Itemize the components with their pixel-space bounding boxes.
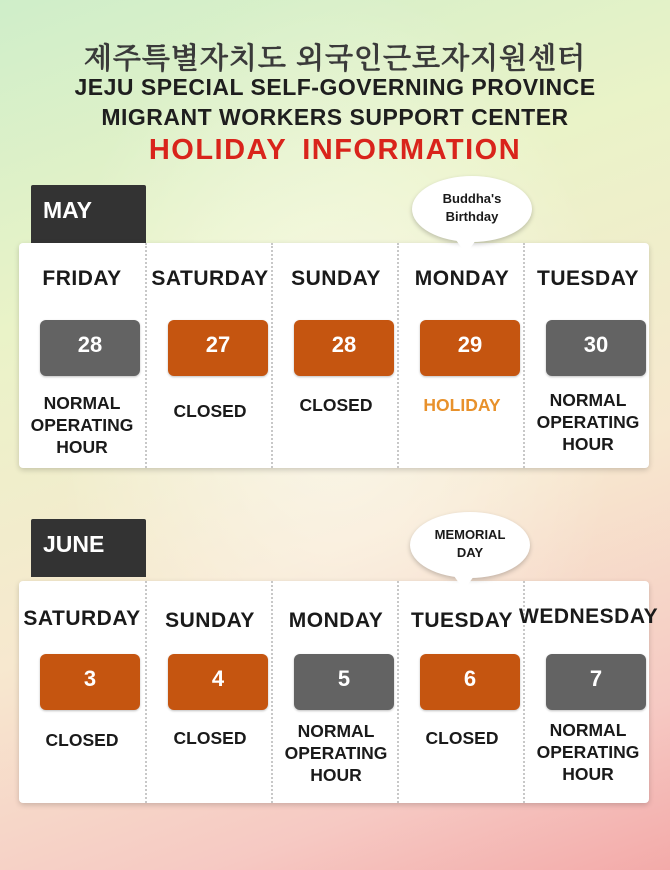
weekday-label: TUESDAY <box>537 267 639 290</box>
weekday-label: MONDAY <box>414 267 510 290</box>
status-text: NORMAL OPERATING HOUR <box>284 721 388 785</box>
weekday-label: WEDNESDAY <box>519 605 659 628</box>
status-text: CLOSED <box>425 728 499 748</box>
day-column <box>397 243 525 468</box>
weekday-label: SUNDAY <box>291 267 381 290</box>
page-title-english-line1: JEJU SPECIAL SELF-GOVERNING PROVINCE <box>74 74 596 100</box>
month-tab-may: MAY <box>31 185 146 243</box>
status-text-holiday: HOLIDAY <box>423 395 501 415</box>
day-column <box>271 243 399 468</box>
weekday-label: TUESDAY <box>411 609 513 632</box>
date-box: 4 <box>168 654 268 710</box>
calendar-panel-may <box>19 243 649 468</box>
day-column <box>19 581 145 803</box>
day-column <box>145 581 273 803</box>
date-box: 6 <box>420 654 520 710</box>
date-box: 27 <box>168 320 268 376</box>
holiday-information-heading: HOLIDAY INFORMATION <box>148 134 522 166</box>
date-box: 5 <box>294 654 394 710</box>
weekday-label: FRIDAY <box>42 267 122 290</box>
weekday-label: SUNDAY <box>165 609 255 632</box>
date-box: 28 <box>40 320 140 376</box>
page-title-korean: 제주특별자치도 외국인근로자지원센터 <box>83 43 587 75</box>
date-box: 29 <box>420 320 520 376</box>
calendar-panel-june <box>19 581 659 803</box>
day-column <box>271 581 399 803</box>
date-box: 30 <box>546 320 646 376</box>
status-text: CLOSED <box>173 401 247 421</box>
day-column <box>19 243 145 468</box>
status-text: CLOSED <box>299 395 373 415</box>
day-column <box>397 581 525 803</box>
day-column <box>145 243 273 468</box>
month-tab-june: JUNE <box>31 519 146 577</box>
day-column <box>523 243 651 468</box>
date-box: 3 <box>40 654 140 710</box>
weekday-label: SATURDAY <box>151 267 269 290</box>
status-text: NORMAL OPERATING HOUR <box>30 393 134 457</box>
weekday-label: MONDAY <box>288 609 384 632</box>
callout-bubble-memorial-day: MEMORIAL DAY <box>410 512 530 578</box>
date-box: 7 <box>546 654 646 710</box>
weekday-label: SATURDAY <box>23 607 141 630</box>
callout-bubble-buddhas-birthday: Buddha's Birthday <box>412 176 532 242</box>
status-text: NORMAL OPERATING HOUR <box>536 720 640 784</box>
date-box: 28 <box>294 320 394 376</box>
status-text: NORMAL OPERATING HOUR <box>536 390 640 454</box>
page-title-english-line2: MIGRANT WORKERS SUPPORT CENTER <box>101 104 569 130</box>
status-text: CLOSED <box>45 730 119 750</box>
status-text: CLOSED <box>173 728 247 748</box>
day-column <box>519 581 659 803</box>
